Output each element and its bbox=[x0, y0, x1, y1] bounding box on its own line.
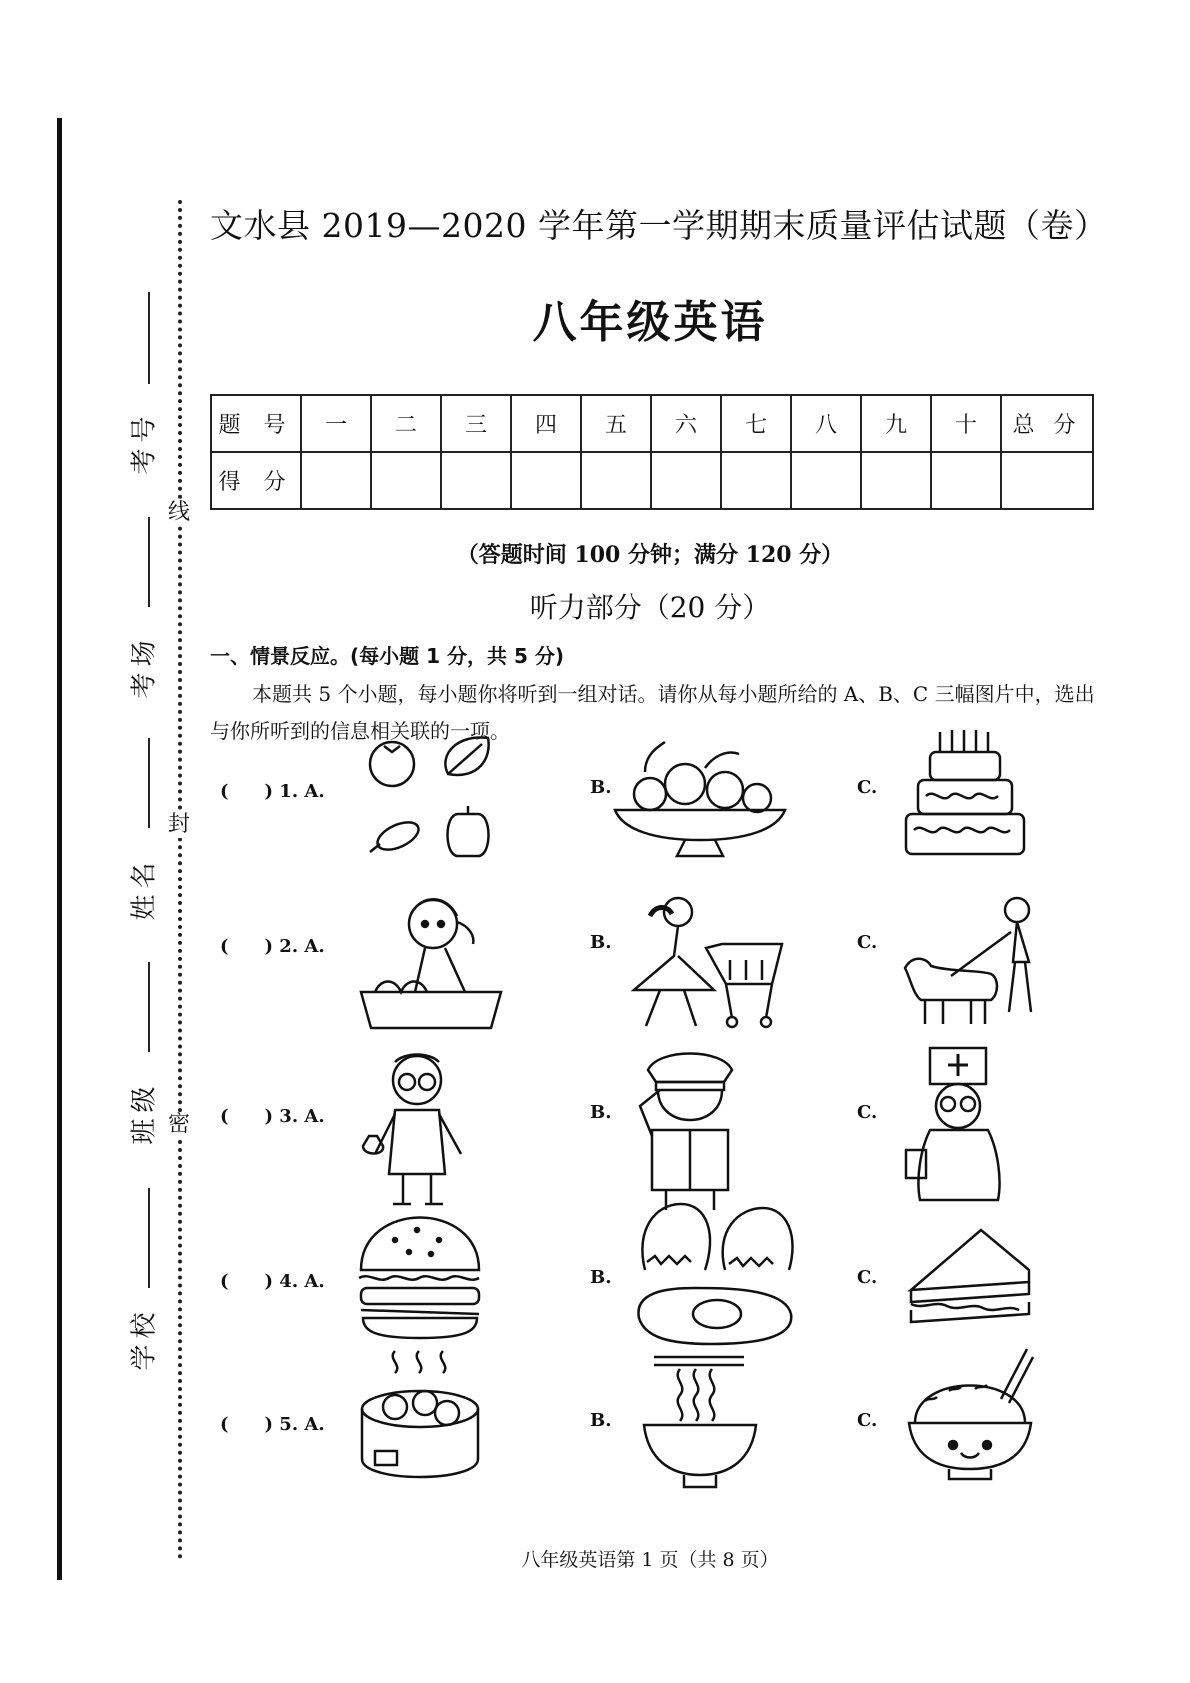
question-5-option-b: B. bbox=[590, 1410, 612, 1431]
question-1 bbox=[0, 740, 1190, 880]
score-row-label: 得 分 bbox=[211, 452, 301, 509]
doctor-icon[interactable] bbox=[900, 1040, 1020, 1210]
police-officer-icon[interactable] bbox=[630, 1046, 750, 1216]
question-3-option-c: C. bbox=[857, 1102, 878, 1123]
birthday-cake-icon[interactable] bbox=[900, 726, 1030, 866]
field-label-name: 姓名 bbox=[129, 856, 160, 921]
noodles-bowl-icon[interactable] bbox=[640, 1347, 760, 1497]
score-input-q10[interactable] bbox=[931, 452, 1001, 509]
field-label-exam-number: 考号 bbox=[129, 410, 160, 475]
vegetables-icon[interactable] bbox=[360, 732, 510, 862]
question-1-option-c: C. bbox=[857, 777, 878, 798]
question-3-option-b: B. bbox=[590, 1102, 612, 1123]
section-1-heading: 一、情景反应。(每小题 1 分，共 5 分) bbox=[210, 644, 564, 668]
hamburger-icon[interactable] bbox=[355, 1206, 485, 1346]
score-input-q6[interactable] bbox=[651, 452, 721, 509]
score-input-q3[interactable] bbox=[441, 452, 511, 509]
score-input-q2[interactable] bbox=[371, 452, 441, 509]
score-cell-q5: 五 bbox=[581, 395, 651, 452]
girl-walking-dog-icon[interactable] bbox=[895, 892, 1055, 1032]
sandwich-icon[interactable] bbox=[905, 1214, 1035, 1334]
score-input-q1[interactable] bbox=[301, 452, 371, 509]
score-table-score-row bbox=[211, 452, 1093, 509]
score-cell-q4: 四 bbox=[511, 395, 581, 452]
time-note: （答题时间 100 分钟；满分 120 分） bbox=[456, 542, 844, 568]
question-4 bbox=[0, 1222, 1190, 1362]
question-4-option-b: B. bbox=[590, 1267, 612, 1288]
score-cell-q3: 三 bbox=[441, 395, 511, 452]
question-2-label: ( ) 2. A. bbox=[220, 936, 325, 957]
question-5 bbox=[0, 1375, 1190, 1515]
question-3 bbox=[0, 1050, 1190, 1215]
field-label-class: 班级 bbox=[129, 1080, 160, 1145]
seal-word-mi: 密 bbox=[168, 1112, 191, 1137]
section-1-instructions: 本题共 5 个小题，每小题你将听到一组对话。请你从每小题所给的 A、B、C 三幅图片中，选出与你所听到的信息相关联的一项。 bbox=[210, 682, 1095, 743]
question-5-label: ( ) 5. A. bbox=[220, 1414, 325, 1435]
dumplings-steamer-icon[interactable] bbox=[355, 1347, 485, 1497]
question-4-option-c: C. bbox=[857, 1267, 878, 1288]
score-cell-q2: 二 bbox=[371, 395, 441, 452]
question-3-label: ( ) 3. A. bbox=[220, 1106, 325, 1127]
girl-washing-clothes-icon[interactable] bbox=[355, 892, 505, 1032]
seal-word-xian: 线 bbox=[168, 500, 191, 525]
score-cell-q1: 一 bbox=[301, 395, 371, 452]
question-4-label: ( ) 4. A. bbox=[220, 1271, 325, 1292]
score-cell-label: 题 号 bbox=[211, 395, 301, 452]
scientist-icon[interactable] bbox=[355, 1050, 475, 1210]
field-label-school: 学校 bbox=[129, 1306, 160, 1371]
score-table bbox=[210, 394, 1094, 510]
question-1-option-b: B. bbox=[590, 777, 612, 798]
eggs-icon[interactable] bbox=[625, 1200, 805, 1350]
score-input-total[interactable] bbox=[1001, 452, 1093, 509]
exam-subtitle: 八年级英语 bbox=[532, 297, 768, 348]
question-2-option-c: C. bbox=[857, 932, 878, 953]
score-cell-total: 总 分 bbox=[1001, 395, 1093, 452]
question-1-label: ( ) 1. A. bbox=[220, 781, 325, 802]
fruit-bowl-icon[interactable] bbox=[605, 732, 795, 862]
score-table-header-row bbox=[211, 395, 1093, 452]
score-cell-q8: 八 bbox=[791, 395, 861, 452]
listening-section-title: 听力部分（20 分） bbox=[529, 591, 771, 624]
score-cell-q9: 九 bbox=[861, 395, 931, 452]
score-input-q8[interactable] bbox=[791, 452, 861, 509]
seal-word-feng: 封 bbox=[168, 812, 191, 837]
question-2-option-b: B. bbox=[590, 932, 612, 953]
question-2 bbox=[0, 892, 1190, 1042]
exam-title: 文水县 2019—2020 学年第一学期期末质量评估试题（卷） bbox=[210, 206, 1108, 245]
score-input-q5[interactable] bbox=[581, 452, 651, 509]
score-input-q9[interactable] bbox=[861, 452, 931, 509]
woman-shopping-cart-icon[interactable] bbox=[620, 890, 790, 1030]
score-cell-q10: 十 bbox=[931, 395, 1001, 452]
score-input-q4[interactable] bbox=[511, 452, 581, 509]
score-cell-q6: 六 bbox=[651, 395, 721, 452]
field-label-exam-room: 考场 bbox=[129, 634, 160, 699]
rice-bowl-icon[interactable] bbox=[905, 1345, 1035, 1495]
page-footer: 八年级英语第 1 页（共 8 页） bbox=[521, 1549, 779, 1571]
question-5-option-c: C. bbox=[857, 1410, 878, 1431]
score-cell-q7: 七 bbox=[721, 395, 791, 452]
score-input-q7[interactable] bbox=[721, 452, 791, 509]
